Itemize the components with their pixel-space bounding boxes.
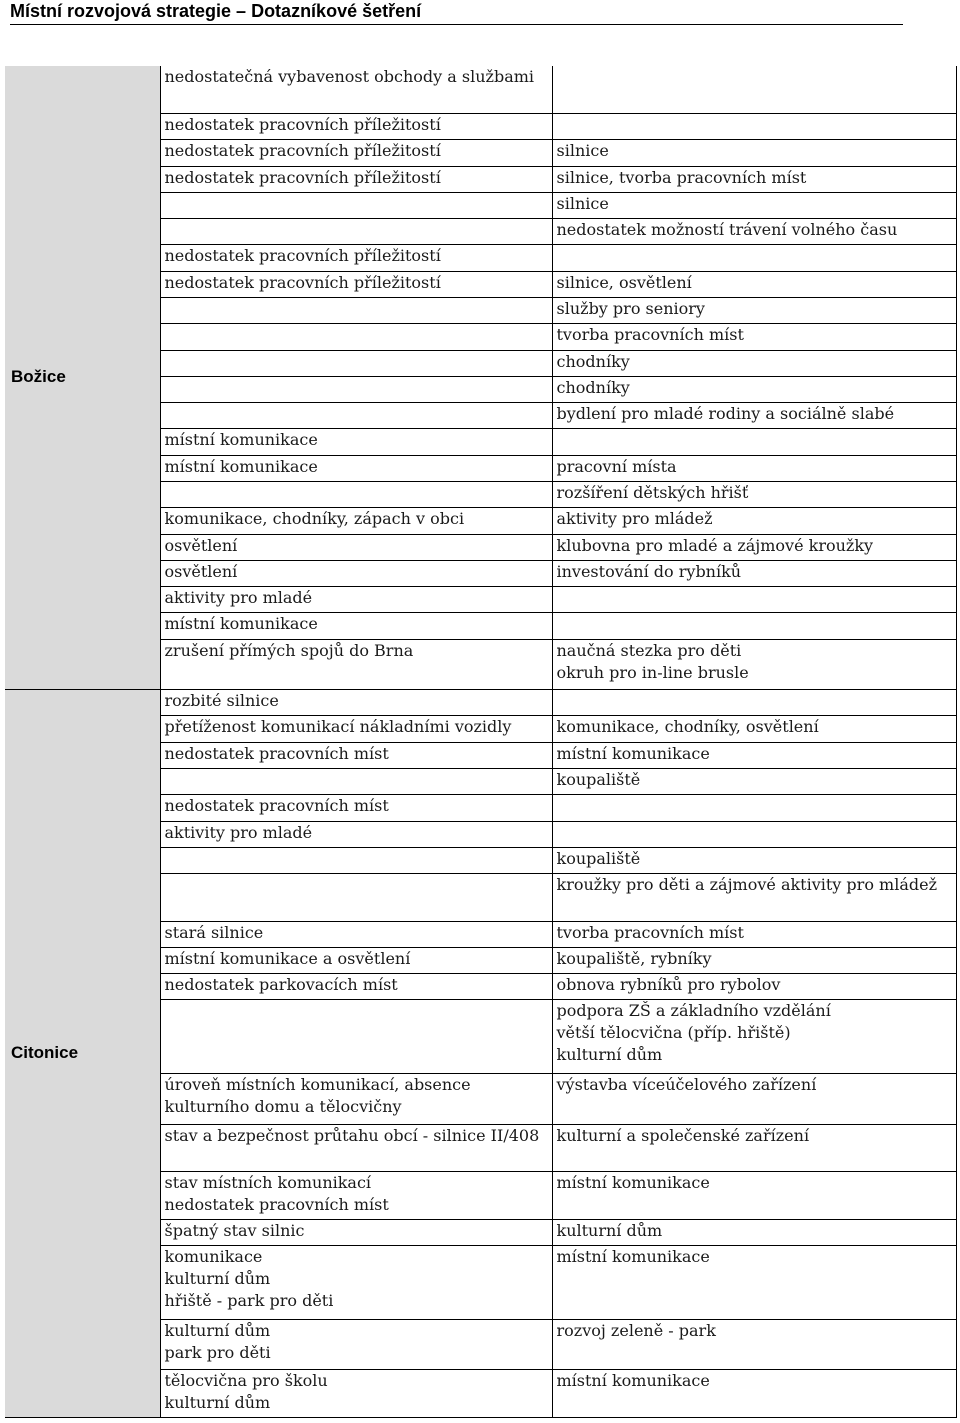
solution-cell xyxy=(552,769,956,795)
solution-cell xyxy=(552,403,956,429)
problem-cell xyxy=(160,534,552,560)
problem-cell-text: aktivity pro mladé xyxy=(164,822,313,842)
problem-cell xyxy=(160,297,552,323)
solution-cell-text: tvorba pracovních míst xyxy=(556,922,744,942)
solution-cell xyxy=(552,1370,956,1418)
problem-cell xyxy=(160,66,552,114)
solution-cell xyxy=(552,192,956,218)
solution-cell xyxy=(552,508,956,534)
problem-cell xyxy=(160,140,552,166)
solution-cell-text: komunikace, chodníky, osvětlení xyxy=(556,717,819,737)
problem-cell xyxy=(160,795,552,821)
problem-cell-text: osvětlení xyxy=(164,535,238,555)
solution-cell xyxy=(552,1124,956,1172)
solution-cell-text: služby pro seniory xyxy=(556,298,705,318)
problem-cell-text: tělocvična pro školu kulturní dům xyxy=(164,1371,328,1413)
problem-cell-text: špatný stav silnic xyxy=(164,1220,305,1240)
solution-cell xyxy=(552,716,956,742)
problem-cell xyxy=(160,639,552,690)
solution-cell xyxy=(552,1246,956,1320)
problem-cell xyxy=(160,1074,552,1125)
problem-cell-text: rozbité silnice xyxy=(164,691,279,711)
solution-cell-text: kulturní a společenské zařízení xyxy=(556,1125,810,1145)
solution-cell xyxy=(552,455,956,481)
problem-cell-text: nedostatečná vybavenost obchody a službami xyxy=(164,67,535,86)
problem-cell xyxy=(160,1246,552,1320)
problem-cell xyxy=(160,1000,552,1074)
problem-cell xyxy=(160,455,552,481)
solution-cell xyxy=(552,613,956,639)
solution-cell xyxy=(552,560,956,586)
solution-cell-text: silnice, tvorba pracovních míst xyxy=(556,167,807,187)
problem-cell xyxy=(160,114,552,140)
problem-cell-text: aktivity pro mladé xyxy=(164,588,313,608)
solution-cell-text: podpora ZŠ a základního vzdělání větší tělocvična (příp. hřiště) kulturní dům xyxy=(556,1001,831,1065)
solution-cell xyxy=(552,587,956,613)
municipality-name: Citonice xyxy=(11,1042,79,1062)
problem-cell xyxy=(160,587,552,613)
solution-cell xyxy=(552,921,956,947)
problem-cell xyxy=(160,1124,552,1172)
problem-cell-text: nedostatek parkovacích míst xyxy=(164,975,398,995)
problem-cell xyxy=(160,769,552,795)
solution-cell xyxy=(552,429,956,455)
problem-cell-text: úroveň místních komunikací, absence kulturního domu a tělocvičny xyxy=(164,1075,471,1117)
solution-cell xyxy=(552,66,956,114)
problem-cell-text: stav místních komunikací nedostatek pracovních míst xyxy=(164,1173,389,1215)
solution-cell xyxy=(552,481,956,507)
problem-cell-text: místní komunikace xyxy=(164,430,318,450)
solution-cell-text: chodníky xyxy=(556,351,630,371)
problem-cell xyxy=(160,1219,552,1245)
problem-cell xyxy=(160,874,552,922)
solution-cell-text: aktivity pro mládež xyxy=(556,509,713,529)
problem-cell xyxy=(160,403,552,429)
solution-cell xyxy=(552,847,956,873)
solution-cell xyxy=(552,324,956,350)
problem-cell xyxy=(160,716,552,742)
solution-cell xyxy=(552,271,956,297)
solution-cell xyxy=(552,1000,956,1074)
problem-cell-text: místní komunikace xyxy=(164,456,318,476)
problem-cell xyxy=(160,429,552,455)
problem-cell-text: místní komunikace xyxy=(164,614,318,634)
solution-cell-text: tvorba pracovních míst xyxy=(556,325,744,345)
solution-cell xyxy=(552,947,956,973)
survey-table-body xyxy=(5,66,956,1418)
solution-cell-text: koupaliště, rybníky xyxy=(556,948,712,968)
problem-cell xyxy=(160,245,552,271)
solution-cell-text: místní komunikace xyxy=(556,1371,710,1391)
problem-cell xyxy=(160,947,552,973)
solution-cell-text: pracovní místa xyxy=(556,456,677,476)
problem-cell xyxy=(160,613,552,639)
solution-cell-text: klubovna pro mladé a zájmové kroužky xyxy=(556,535,874,555)
problem-cell xyxy=(160,690,552,716)
solution-cell-text: koupaliště xyxy=(556,848,641,868)
problem-cell-text: komunikace, chodníky, zápach v obci xyxy=(164,509,465,529)
solution-cell-text: místní komunikace xyxy=(556,1173,710,1193)
problem-cell xyxy=(160,508,552,534)
solution-cell xyxy=(552,140,956,166)
solution-cell-text: bydlení pro mladé rodiny a sociálně slabé xyxy=(556,404,895,424)
problem-cell-text: nedostatek pracovních příležitostí xyxy=(164,141,441,161)
municipality-name: Božice xyxy=(11,366,66,386)
solution-cell xyxy=(552,795,956,821)
problem-cell-text: osvětlení xyxy=(164,561,238,581)
solution-cell-text: rozvoj zeleně - park xyxy=(556,1320,716,1340)
solution-cell xyxy=(552,1319,956,1370)
solution-cell-text: silnice, osvětlení xyxy=(556,272,692,292)
problem-cell xyxy=(160,271,552,297)
problem-cell-text: nedostatek pracovních míst xyxy=(164,796,389,816)
survey-table xyxy=(5,66,956,1418)
problem-cell-text: nedostatek pracovních příležitostí xyxy=(164,167,441,187)
solution-cell xyxy=(552,114,956,140)
solution-cell xyxy=(552,219,956,245)
solution-cell xyxy=(552,534,956,560)
problem-cell xyxy=(160,560,552,586)
solution-cell xyxy=(552,350,956,376)
solution-cell xyxy=(552,297,956,323)
problem-cell xyxy=(160,376,552,402)
problem-cell-text: komunikace kulturní dům hřiště - park pro děti xyxy=(164,1247,334,1311)
problem-cell xyxy=(160,481,552,507)
problem-cell xyxy=(160,1172,552,1220)
problem-cell-text: kulturní dům park pro děti xyxy=(164,1320,271,1362)
municipality-cell xyxy=(5,690,160,1418)
solution-cell xyxy=(552,821,956,847)
problem-cell xyxy=(160,324,552,350)
solution-cell-text: investování do rybníků xyxy=(556,561,742,581)
problem-cell xyxy=(160,742,552,768)
problem-cell-text: nedostatek pracovních příležitostí xyxy=(164,272,441,292)
solution-cell-text: obnova rybníků pro rybolov xyxy=(556,975,781,995)
problem-cell xyxy=(160,350,552,376)
problem-cell-text: místní komunikace a osvětlení xyxy=(164,948,411,968)
problem-cell-text: stará silnice xyxy=(164,922,264,942)
solution-cell-text: kroužky pro děti a zájmové aktivity pro mládež xyxy=(556,875,938,895)
problem-cell xyxy=(160,192,552,218)
survey-table-grid xyxy=(5,66,957,1418)
problem-cell xyxy=(160,921,552,947)
solution-cell-text: silnice xyxy=(556,141,609,161)
problem-cell-text: stav a bezpečnost průtahu obcí - silnice II/408 xyxy=(164,1125,540,1145)
problem-cell xyxy=(160,1370,552,1418)
solution-cell-text: nedostatek možností trávení volného času xyxy=(556,220,898,240)
solution-cell xyxy=(552,1172,956,1220)
solution-cell xyxy=(552,1219,956,1245)
solution-cell xyxy=(552,376,956,402)
solution-cell-text: koupaliště xyxy=(556,770,641,789)
solution-cell-text: naučná stezka pro děti okruh pro in-line brusle xyxy=(556,640,749,682)
solution-cell xyxy=(552,245,956,271)
table-row xyxy=(5,690,956,716)
solution-cell xyxy=(552,639,956,690)
solution-cell-text: výstavba víceúčelového zařízení xyxy=(556,1075,817,1095)
solution-cell-text: místní komunikace xyxy=(556,1247,710,1267)
problem-cell-text: přetíženost komunikací nákladními vozidly xyxy=(164,717,512,737)
table-row xyxy=(5,66,956,114)
problem-cell-text: nedostatek pracovních míst xyxy=(164,743,389,763)
problem-cell xyxy=(160,821,552,847)
solution-cell-text: silnice xyxy=(556,193,609,213)
solution-cell xyxy=(552,874,956,922)
problem-cell xyxy=(160,166,552,192)
problem-cell-text: zrušení přímých spojů do Brna xyxy=(164,640,414,660)
solution-cell-text: místní komunikace xyxy=(556,743,710,763)
solution-cell-text: kulturní dům xyxy=(556,1220,663,1240)
solution-cell xyxy=(552,166,956,192)
problem-cell-text: nedostatek pracovních příležitostí xyxy=(164,115,441,134)
problem-cell xyxy=(160,974,552,1000)
problem-cell xyxy=(160,219,552,245)
solution-cell-text: chodníky xyxy=(556,377,630,397)
problem-cell xyxy=(160,1319,552,1370)
page-header xyxy=(10,0,903,25)
solution-cell xyxy=(552,1074,956,1125)
solution-cell-text: rozšíření dětských hřišť xyxy=(556,482,749,502)
page-title: Místní rozvojová strategie – Dotazníkové šetření xyxy=(10,1,422,21)
problem-cell xyxy=(160,847,552,873)
municipality-cell xyxy=(5,66,160,690)
problem-cell-text: nedostatek pracovních příležitostí xyxy=(164,246,441,266)
solution-cell xyxy=(552,742,956,768)
solution-cell xyxy=(552,690,956,716)
solution-cell xyxy=(552,974,956,1000)
